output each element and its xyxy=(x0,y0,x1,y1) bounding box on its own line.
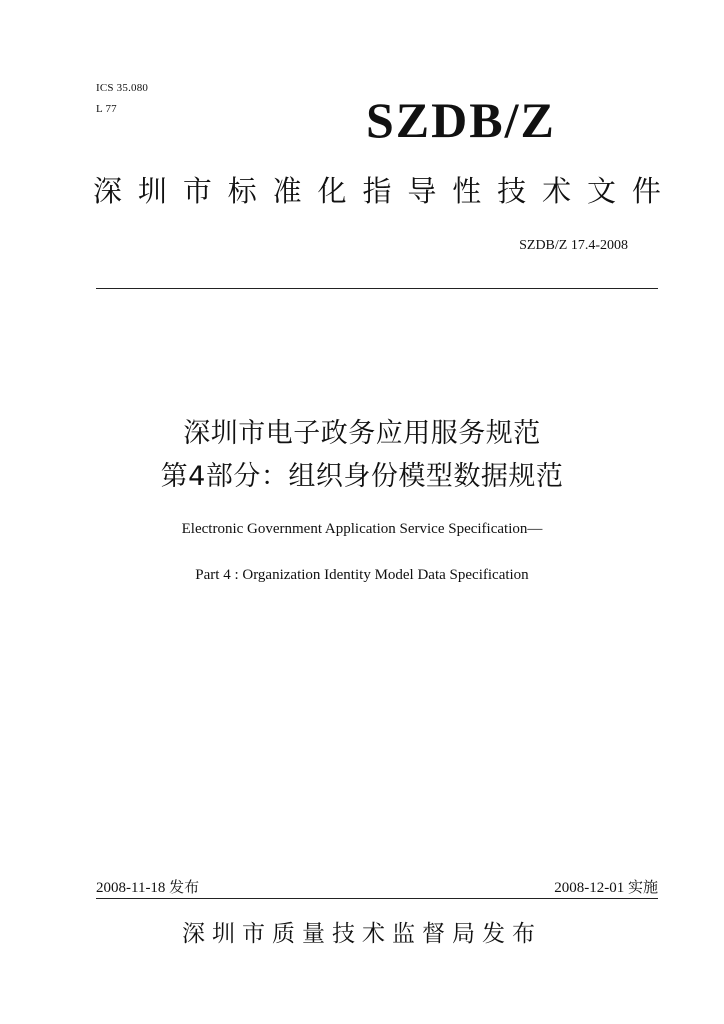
implementation-date: 2008-12-01 实施 xyxy=(554,880,658,896)
document-type-char: 化 xyxy=(317,174,347,208)
document-type xyxy=(93,172,661,210)
document-type-char: 市 xyxy=(182,174,212,208)
issuing-authority: 深圳市质量技术监督局发布 xyxy=(182,921,542,947)
document-type-char: 导 xyxy=(407,174,437,208)
document-type-char: 圳 xyxy=(137,174,167,208)
document-type-char: 术 xyxy=(542,174,572,208)
title-chinese-line-2: 第4部分：组织身份模型数据规范 xyxy=(160,461,564,492)
top-divider xyxy=(96,288,658,289)
title-english-line-1: Electronic Government Application Service Specification— xyxy=(181,521,543,537)
document-type-char: 文 xyxy=(586,174,616,208)
document-type-char: 技 xyxy=(497,174,527,208)
title-english-line-2: Part 4 : Organization Identity Model Data Specification xyxy=(195,567,529,583)
document-type-char: 性 xyxy=(452,174,482,208)
ics-code: ICS 35.080 xyxy=(96,82,149,94)
standard-brand: SZDB/Z xyxy=(366,92,556,148)
document-type-char: 深 xyxy=(93,174,123,208)
document-type-char: 件 xyxy=(631,174,661,208)
title-chinese-line-1: 深圳市电子政务应用服务规范 xyxy=(183,418,541,449)
bottom-divider xyxy=(96,898,658,899)
classification-code: L 77 xyxy=(96,103,117,115)
document-type-char: 准 xyxy=(272,174,302,208)
document-number: SZDB/Z 17.4-2008 xyxy=(519,238,628,253)
document-type-char: 标 xyxy=(227,174,257,208)
issue-date: 2008-11-18 发布 xyxy=(96,880,200,896)
document-type-char: 指 xyxy=(362,174,392,208)
